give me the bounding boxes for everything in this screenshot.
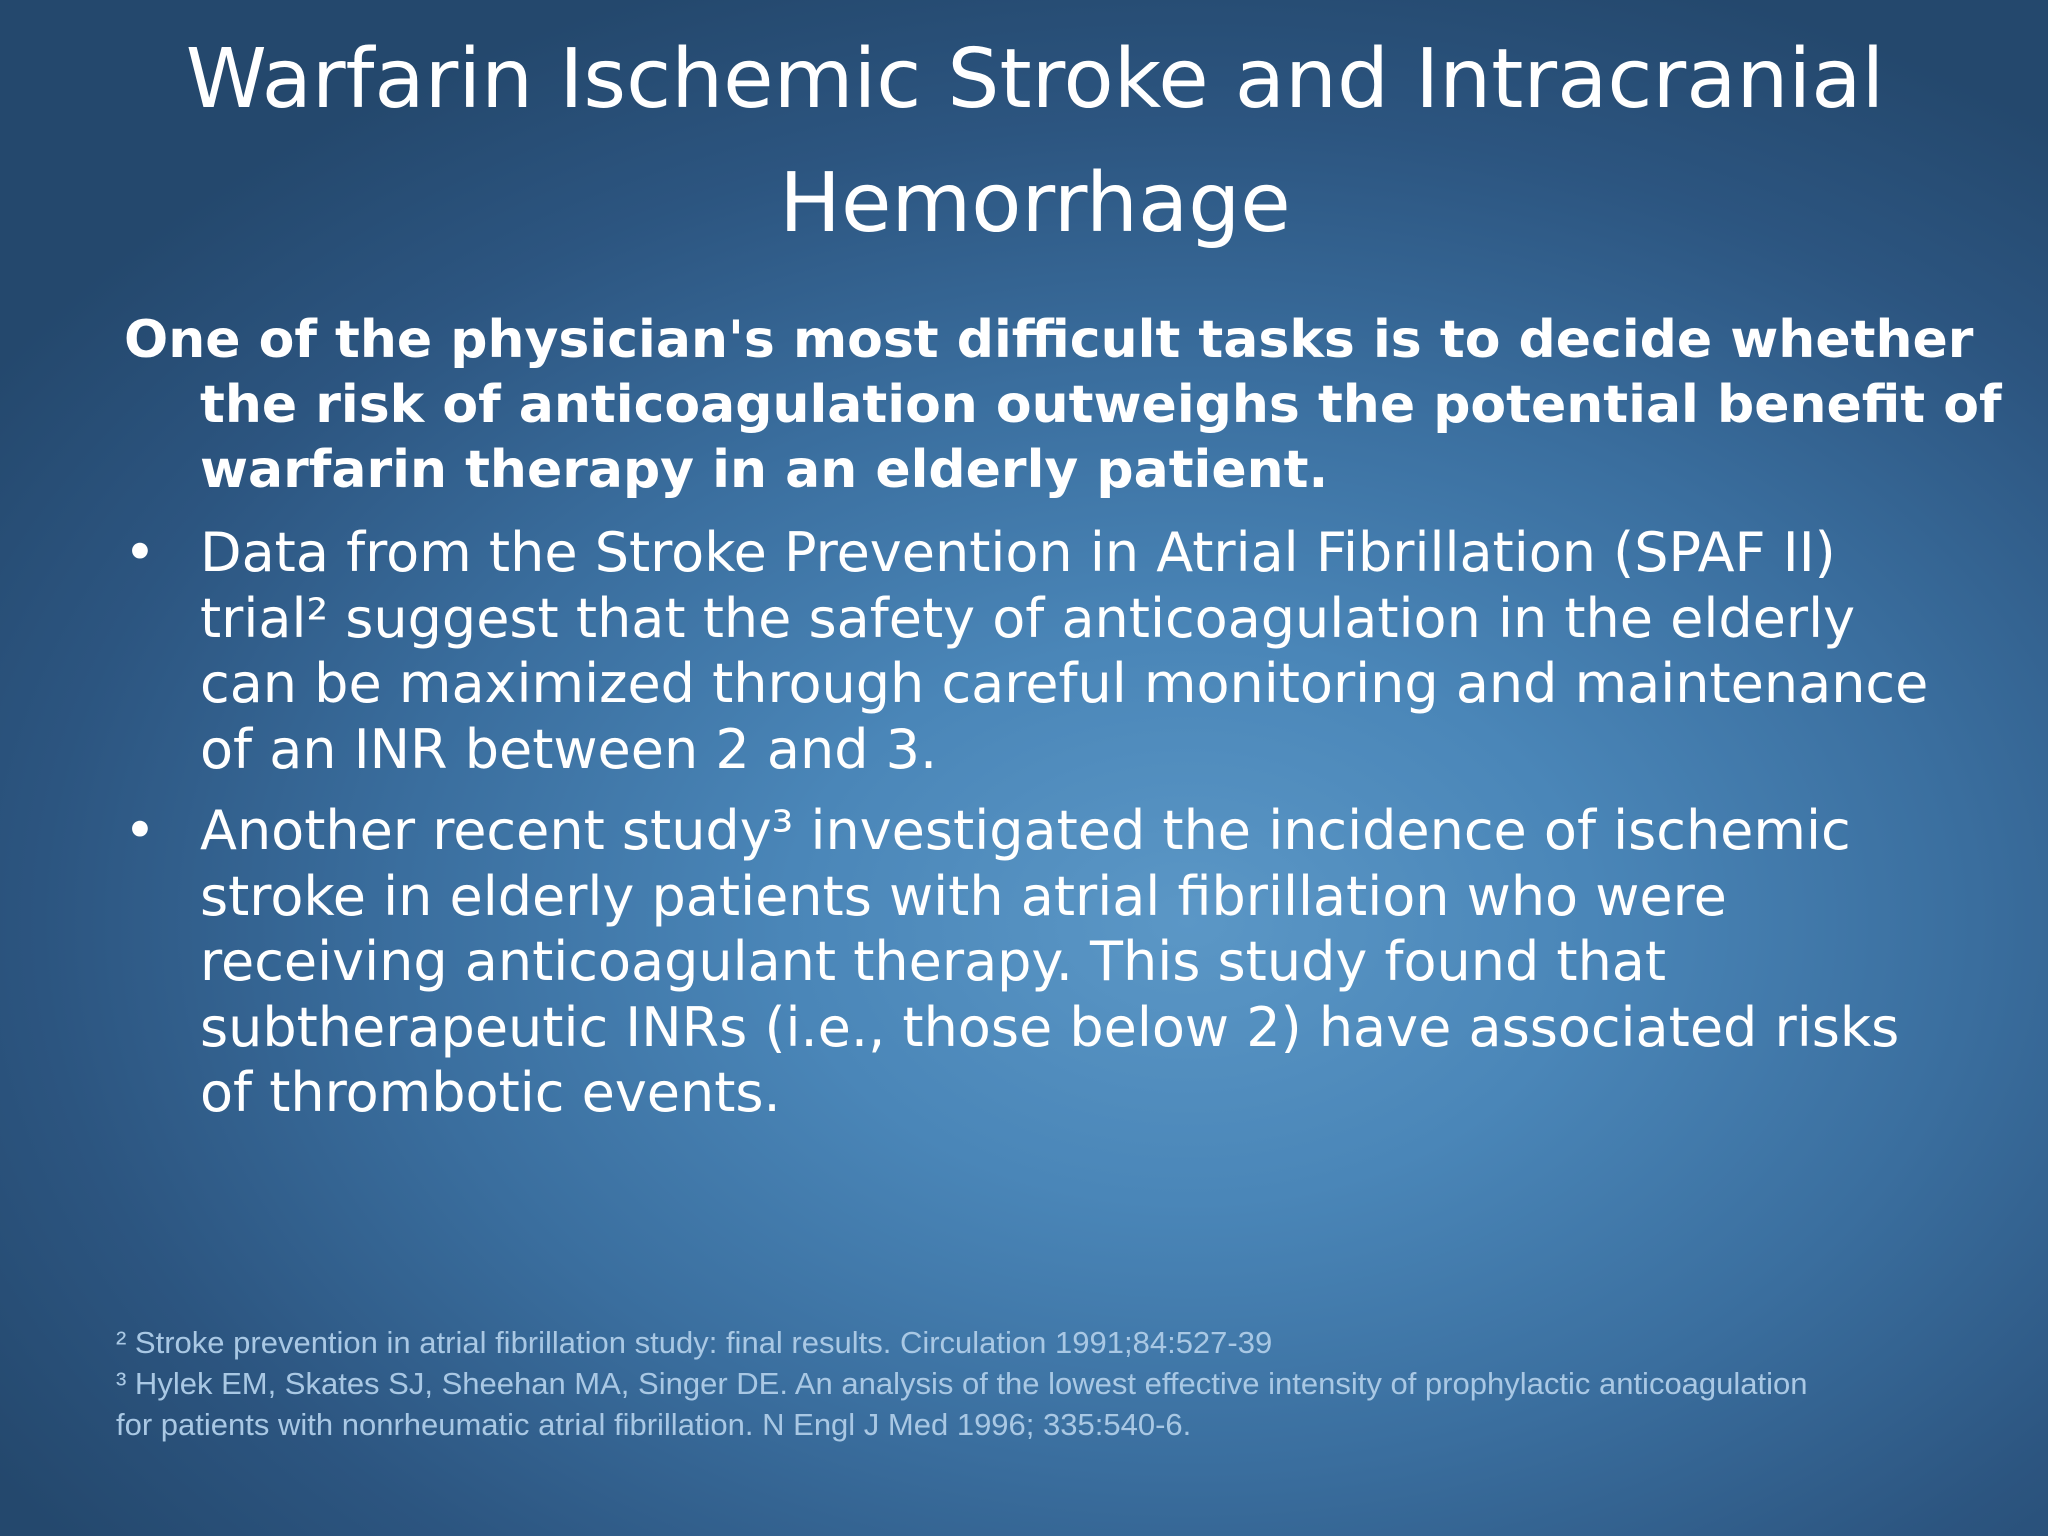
bullet-item-spaf: [124, 520, 1964, 782]
bullet-list: [124, 520, 1964, 1142]
bullet-item-recent-study: [124, 798, 1964, 1126]
reference-2: ² Stroke prevention in atrial fibrillation study: final results. Circulation 1991;84:527-39: [116, 1325, 1273, 1360]
intro-paragraph: One of the physician's most difficult tasks is to decide whether the risk of anticoagulation outweighs the potential benefit of warfarin therapy in an elderly patient.: [124, 310, 2002, 500]
reference-3: ³ Hylek EM, Skates SJ, Sheehan MA, Singer DE. An analysis of the lowest effective intensity of prophylactic anticoagulation for patients with nonrheumatic atrial fibrillation. N Engl J Med 1996; 335:540-6.: [116, 1366, 1808, 1442]
slide-title-line-1: Warfarin Ischemic Stroke and Intracranial: [185, 32, 1885, 127]
bullet-text: Another recent study³ investigated the incidence of ischemic stroke in elderly patients with atrial fibrillation who were receiving anticoagulant therapy. This study found that subtherapeutic INRs (i.e., those below 2) have associated risks of thrombotic events.: [200, 799, 1900, 1124]
bullet-text: Data from the Stroke Prevention in Atrial Fibrillation (SPAF II) trial² suggest that the safety of anticoagulation in the elderly can be maximized through careful monitoring and maintenance of an INR between 2 and 3.: [200, 521, 1929, 781]
bullet-marker: •: [124, 799, 156, 862]
references: [116, 1322, 1816, 1445]
slide-title-line-2: Hemorrhage: [779, 156, 1291, 251]
bullet-marker: •: [124, 521, 156, 584]
slide-title: [120, 18, 1950, 266]
